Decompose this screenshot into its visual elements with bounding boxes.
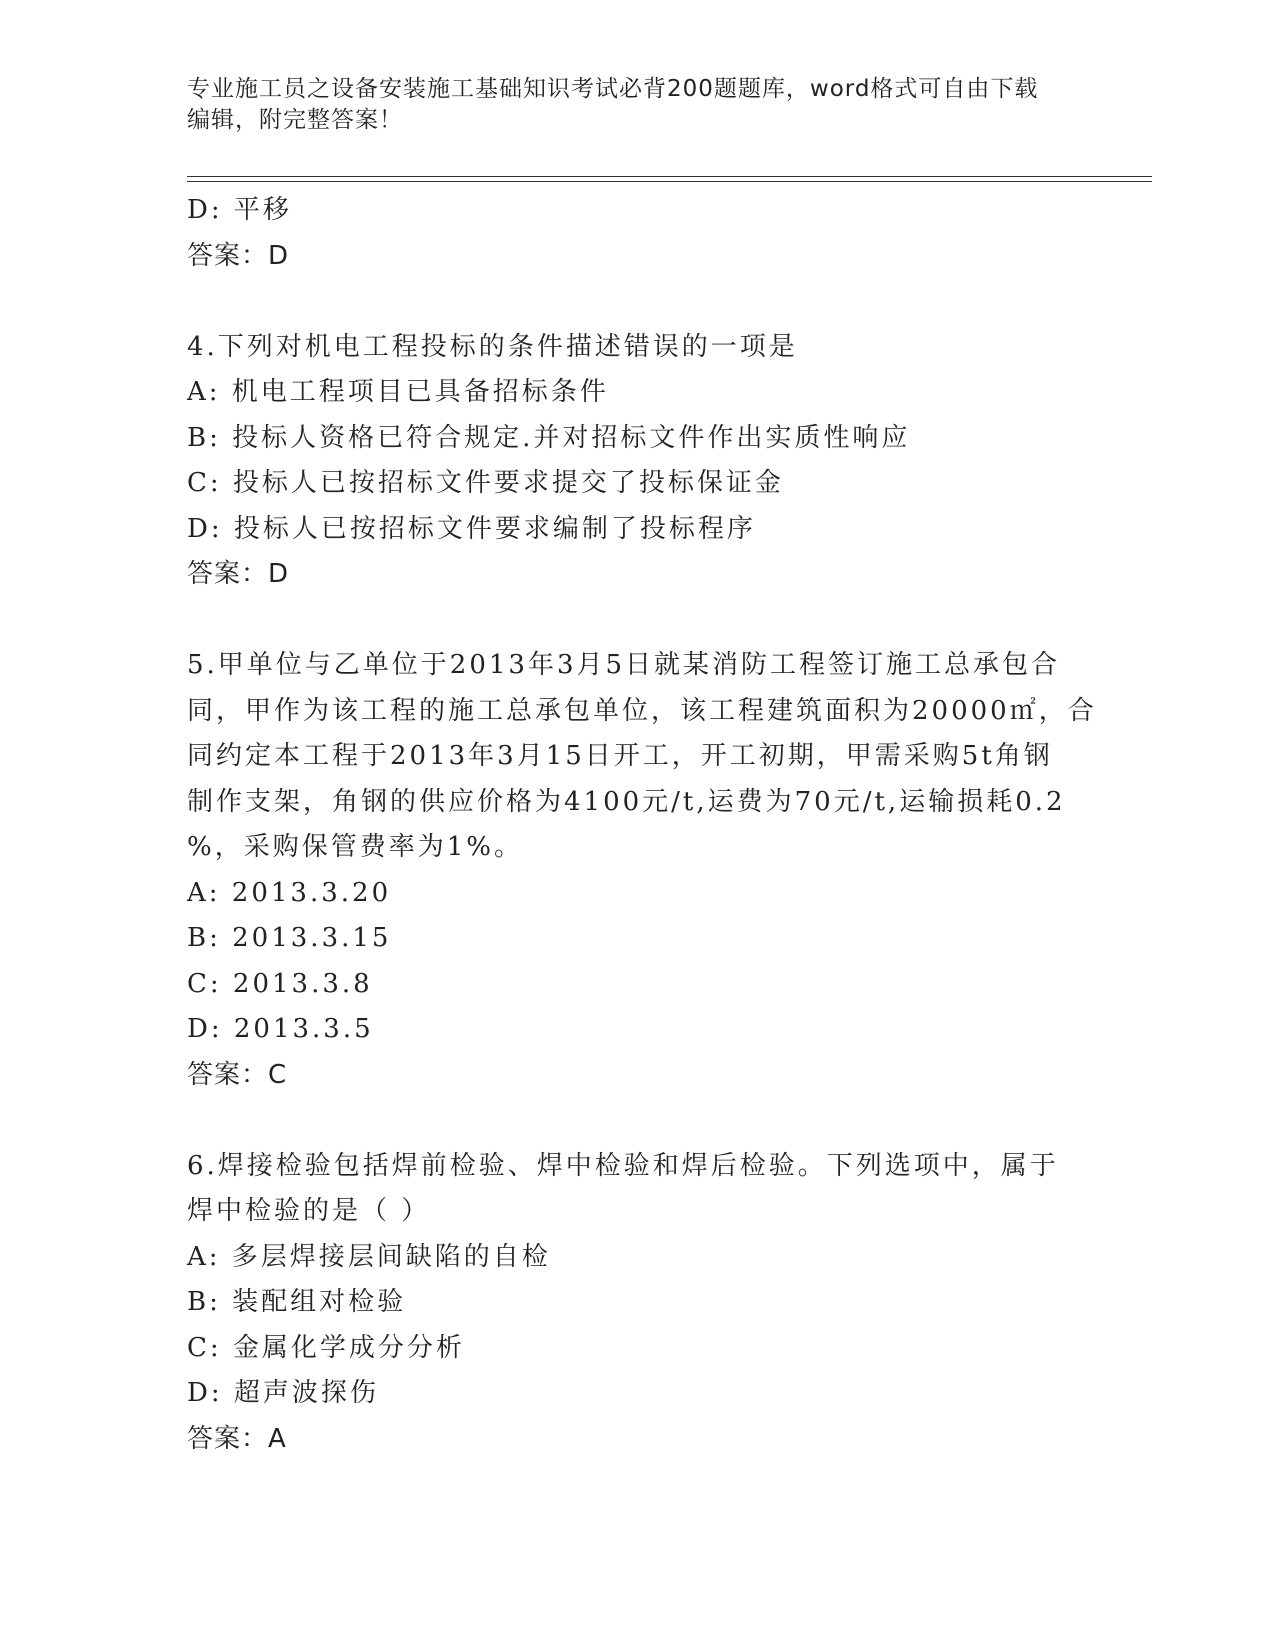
question-3-option-d: D: 平移 — [187, 195, 292, 225]
question-4-stem: 4.下列对机电工程投标的条件描述错误的一项是 — [187, 331, 798, 362]
question-6-stem-line: 焊中检验的是（ ） — [187, 1196, 431, 1226]
header-divider-top — [187, 176, 1152, 177]
question-5-option-a: A: 2013.3.20 — [187, 877, 392, 908]
question-6-option-c: C: 金属化学成分分析 — [187, 1332, 465, 1363]
question-5-stem-line: 5.甲单位与乙单位于2013年3月5日就某消防工程签订施工总承包合 — [187, 650, 1061, 680]
question-6-option-b: B: 装配组对检验 — [187, 1287, 407, 1317]
question-4-option-a: A: 机电工程项目已具备招标条件 — [187, 377, 609, 407]
spacer — [187, 1098, 1087, 1144]
question-6-stem-line: 6.焊接检验包括焊前检验、焊中检验和焊后检验。下列选项中，属于 — [187, 1150, 1059, 1181]
question-4-option-d: D: 投标人已按招标文件要求编制了投标程序 — [187, 513, 756, 544]
question-5-option-d: D: 2013.3.5 — [187, 1014, 374, 1044]
question-3-tail — [187, 188, 1087, 279]
question-4-answer: 答案：D — [187, 559, 290, 589]
header-title-line-1: 专业施工员之设备安装施工基础知识考试必背200题题库，word格式可自由下载 — [187, 76, 1039, 102]
question-6-option-a: A: 多层焊接层间缺陷的自检 — [187, 1241, 551, 1272]
question-6 — [187, 1144, 1087, 1463]
question-5-stem-line: 同约定本工程于2013年3月15日开工，开工初期，甲需采购5t角钢 — [187, 741, 1053, 771]
header-title-line-2: 编辑，附完整答案！ — [187, 107, 403, 133]
question-6-answer: 答案：A — [187, 1423, 287, 1454]
header-divider-bottom — [187, 181, 1152, 182]
question-list — [187, 188, 1097, 1462]
document-header — [187, 74, 1077, 136]
question-5-stem-line: 制作支架，角钢的供应价格为4100元/t,运费为70元/t,运输损耗0.2 — [187, 786, 1066, 817]
question-5-stem-line: 同，甲作为该工程的施工总承包单位，该工程建筑面积为20000㎡，合 — [187, 695, 1097, 726]
question-5 — [187, 643, 1097, 1098]
question-3-answer: 答案：D — [187, 240, 290, 271]
spacer — [187, 598, 1087, 644]
question-6-option-d: D: 超声波探伤 — [187, 1378, 379, 1408]
question-4-option-c: C: 投标人已按招标文件要求提交了投标保证金 — [187, 468, 784, 498]
question-5-option-c: C: 2013.3.8 — [187, 968, 373, 999]
question-4 — [187, 325, 1087, 598]
question-5-stem-line: %，采购保管费率为1%。 — [187, 832, 523, 862]
spacer — [187, 279, 1087, 325]
question-5-option-b: B: 2013.3.15 — [187, 923, 392, 953]
question-4-option-b: B: 投标人资格已符合规定.并对招标文件作出实质性响应 — [187, 422, 911, 453]
question-5-answer: 答案：C — [187, 1059, 288, 1090]
